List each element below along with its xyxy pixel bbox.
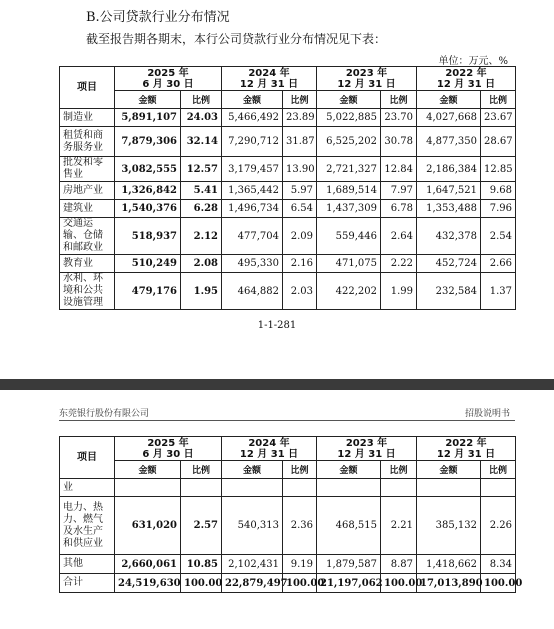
- amount-cell: 631,020: [115, 497, 181, 555]
- row-item: 交通运输、仓储和邮政业: [60, 218, 115, 255]
- header-amount: 金额: [317, 91, 381, 109]
- amount-cell: 21,197,062: [317, 574, 381, 593]
- amount-cell: 1,437,309: [317, 200, 381, 218]
- header-period: [317, 437, 417, 461]
- amount-cell: 1,496,734: [222, 200, 283, 218]
- table-row: [60, 255, 516, 273]
- ratio-cell: [181, 479, 222, 497]
- amount-cell: 510,249: [115, 255, 181, 273]
- row-item: 教育业: [60, 255, 115, 273]
- ratio-cell: 2.54: [481, 218, 516, 255]
- header-amount: 金额: [222, 461, 283, 479]
- header-amount: 金额: [115, 461, 181, 479]
- ratio-cell: 24.03: [181, 109, 222, 127]
- ratio-cell: 8.34: [481, 555, 516, 574]
- ratio-cell: 7.96: [481, 200, 516, 218]
- ratio-cell: 23.89: [283, 109, 317, 127]
- header-amount: 金额: [317, 461, 381, 479]
- amount-cell: 5,891,107: [115, 109, 181, 127]
- row-item: 业: [60, 479, 115, 497]
- header-period: [317, 67, 417, 91]
- amount-cell: 1,353,488: [417, 200, 481, 218]
- amount-cell: 479,176: [115, 273, 181, 310]
- amount-cell: 1,647,521: [417, 182, 481, 200]
- amount-cell: 5,022,885: [317, 109, 381, 127]
- ratio-cell: 31.87: [283, 127, 317, 157]
- ratio-cell: 1.95: [181, 273, 222, 310]
- ratio-cell: 1.37: [481, 273, 516, 310]
- header-rule: [59, 420, 515, 421]
- amount-cell: 477,704: [222, 218, 283, 255]
- amount-cell: 7,879,306: [115, 127, 181, 157]
- amount-cell: [417, 479, 481, 497]
- header-period-year: 2025 年: [147, 437, 189, 449]
- amount-cell: 1,365,442: [222, 182, 283, 200]
- table-row: [60, 182, 516, 200]
- amount-cell: 471,075: [317, 255, 381, 273]
- table-row: [60, 218, 516, 255]
- header-period-date: 6 月 30 日: [142, 448, 194, 460]
- amount-cell: 2,660,061: [115, 555, 181, 574]
- header-ratio: 比例: [283, 91, 317, 109]
- document-type: 招股说明书: [464, 409, 510, 419]
- row-item: 电力、热力、燃气及水生产和供应业: [60, 497, 115, 555]
- header-ratio: 比例: [283, 461, 317, 479]
- table-row: [60, 555, 516, 574]
- table-row: [60, 157, 516, 182]
- row-item: 合计: [60, 574, 115, 593]
- ratio-cell: 2.36: [283, 497, 317, 555]
- header-row-metric: [60, 461, 516, 479]
- ratio-cell: 6.78: [381, 200, 417, 218]
- row-item: 其他: [60, 555, 115, 574]
- ratio-cell: 2.57: [181, 497, 222, 555]
- header-ratio: 比例: [181, 91, 222, 109]
- header-period-year: 2024 年: [248, 437, 290, 449]
- amount-cell: 17,013,890: [417, 574, 481, 593]
- amount-cell: 3,179,457: [222, 157, 283, 182]
- ratio-cell: 23.67: [481, 109, 516, 127]
- header-ratio: 比例: [181, 461, 222, 479]
- header-ratio: 比例: [381, 91, 417, 109]
- ratio-cell: 2.08: [181, 255, 222, 273]
- header-period: [115, 437, 222, 461]
- amount-cell: 6,525,202: [317, 127, 381, 157]
- ratio-cell: 2.16: [283, 255, 317, 273]
- amount-cell: 1,326,842: [115, 182, 181, 200]
- table-row: [60, 127, 516, 157]
- header-amount: 金额: [115, 91, 181, 109]
- amount-cell: 422,202: [317, 273, 381, 310]
- ratio-cell: 5.97: [283, 182, 317, 200]
- table-row: [60, 497, 516, 555]
- header-period-date: 12 月 31 日: [239, 78, 299, 90]
- header-row-metric: [60, 91, 516, 109]
- amount-cell: 452,724: [417, 255, 481, 273]
- ratio-cell: 9.68: [481, 182, 516, 200]
- section-heading: B.公司贷款行业分布情况: [86, 10, 230, 25]
- amount-cell: 2,721,327: [317, 157, 381, 182]
- ratio-cell: 13.90: [283, 157, 317, 182]
- loan-industry-table-part1: [59, 66, 516, 310]
- amount-cell: 5,466,492: [222, 109, 283, 127]
- ratio-cell: 32.14: [181, 127, 222, 157]
- ratio-cell: 2.12: [181, 218, 222, 255]
- amount-cell: 24,519,630: [115, 574, 181, 593]
- ratio-cell: 30.78: [381, 127, 417, 157]
- ratio-cell: 6.54: [283, 200, 317, 218]
- header-item: 项目: [60, 437, 115, 479]
- ratio-cell: 28.67: [481, 127, 516, 157]
- ratio-cell: 100.00: [283, 574, 317, 593]
- header-period-date: 6 月 30 日: [142, 78, 194, 90]
- amount-cell: 540,313: [222, 497, 283, 555]
- header-period-date: 12 月 31 日: [337, 78, 396, 90]
- header-period-date: 12 月 31 日: [436, 78, 496, 90]
- ratio-cell: 2.09: [283, 218, 317, 255]
- header-period-year: 2022 年: [445, 437, 487, 449]
- amount-cell: 2,102,431: [222, 555, 283, 574]
- amount-cell: 495,330: [222, 255, 283, 273]
- ratio-cell: 2.21: [381, 497, 417, 555]
- header-amount: 金额: [417, 91, 481, 109]
- unit-note: 单位：万元、%: [438, 56, 508, 67]
- ratio-cell: [283, 479, 317, 497]
- header-period-date: 12 月 31 日: [436, 448, 496, 460]
- row-item: 租赁和商务服务业: [60, 127, 115, 157]
- amount-cell: 22,879,497: [222, 574, 283, 593]
- ratio-cell: 2.26: [481, 497, 516, 555]
- amount-cell: 1,418,662: [417, 555, 481, 574]
- header-period-year: 2022 年: [445, 67, 487, 79]
- amount-cell: [222, 479, 283, 497]
- amount-cell: 464,882: [222, 273, 283, 310]
- amount-cell: 1,879,587: [317, 555, 381, 574]
- amount-cell: 1,689,514: [317, 182, 381, 200]
- ratio-cell: 100.00: [481, 574, 516, 593]
- header-ratio: 比例: [381, 461, 417, 479]
- table-row: [60, 479, 516, 497]
- ratio-cell: 100.00: [381, 574, 417, 593]
- header-period-year: 2023 年: [345, 437, 388, 449]
- ratio-cell: 12.85: [481, 157, 516, 182]
- ratio-cell: 100.00: [181, 574, 222, 593]
- amount-cell: 468,515: [317, 497, 381, 555]
- ratio-cell: 2.66: [481, 255, 516, 273]
- ratio-cell: [481, 479, 516, 497]
- ratio-cell: 1.99: [381, 273, 417, 310]
- header-amount: 金额: [222, 91, 283, 109]
- header-period-date: 12 月 31 日: [337, 448, 396, 460]
- amount-cell: 3,082,555: [115, 157, 181, 182]
- header-period-date: 12 月 31 日: [239, 448, 299, 460]
- amount-cell: 232,584: [417, 273, 481, 310]
- table-row: [60, 200, 516, 218]
- header-period-year: 2024 年: [248, 67, 290, 79]
- header-period: [417, 437, 516, 461]
- ratio-cell: 6.28: [181, 200, 222, 218]
- row-item: 房地产业: [60, 182, 115, 200]
- loan-industry-table-part2: [59, 436, 523, 593]
- ratio-cell: 8.87: [381, 555, 417, 574]
- ratio-cell: 12.84: [381, 157, 417, 182]
- amount-cell: 432,378: [417, 218, 481, 255]
- header-period-year: 2023 年: [345, 67, 388, 79]
- row-item: 批发和零售业: [60, 157, 115, 182]
- header-period: [222, 67, 317, 91]
- amount-cell: 559,446: [317, 218, 381, 255]
- header-period: [115, 67, 222, 91]
- header-period-year: 2025 年: [147, 67, 189, 79]
- ratio-cell: 9.19: [283, 555, 317, 574]
- header-period: [222, 437, 317, 461]
- amount-cell: 518,937: [115, 218, 181, 255]
- amount-cell: 7,290,712: [222, 127, 283, 157]
- amount-cell: 4,877,350: [417, 127, 481, 157]
- header-period: [417, 67, 516, 91]
- ratio-cell: 10.85: [181, 555, 222, 574]
- table-row: [60, 574, 516, 593]
- table-row: [60, 109, 516, 127]
- row-item: 制造业: [60, 109, 115, 127]
- intro-paragraph: 截至报告期各期末，本行公司贷款行业分布情况见下表：: [86, 32, 387, 46]
- header-row-period: [60, 437, 516, 461]
- page-divider: [0, 379, 554, 390]
- row-item: 水利、环境和公共设施管理: [60, 273, 115, 310]
- table-row: [60, 273, 516, 310]
- amount-cell: 1,540,376: [115, 200, 181, 218]
- header-item: 项目: [60, 67, 115, 109]
- header-ratio: 比例: [481, 461, 516, 479]
- ratio-cell: 12.57: [181, 157, 222, 182]
- amount-cell: 4,027,668: [417, 109, 481, 127]
- amount-cell: [317, 479, 381, 497]
- amount-cell: [115, 479, 181, 497]
- ratio-cell: 2.22: [381, 255, 417, 273]
- amount-cell: 2,186,384: [417, 157, 481, 182]
- amount-cell: 385,132: [417, 497, 481, 555]
- ratio-cell: 5.41: [181, 182, 222, 200]
- page-number: 1-1-281: [257, 320, 297, 331]
- ratio-cell: 2.64: [381, 218, 417, 255]
- company-name: 东莞银行股份有限公司: [59, 409, 150, 419]
- ratio-cell: 7.97: [381, 182, 417, 200]
- header-row-period: [60, 67, 516, 91]
- ratio-cell: 23.70: [381, 109, 417, 127]
- row-item: 建筑业: [60, 200, 115, 218]
- header-amount: 金额: [417, 461, 481, 479]
- ratio-cell: [381, 479, 417, 497]
- ratio-cell: 2.03: [283, 273, 317, 310]
- header-ratio: 比例: [481, 91, 516, 109]
